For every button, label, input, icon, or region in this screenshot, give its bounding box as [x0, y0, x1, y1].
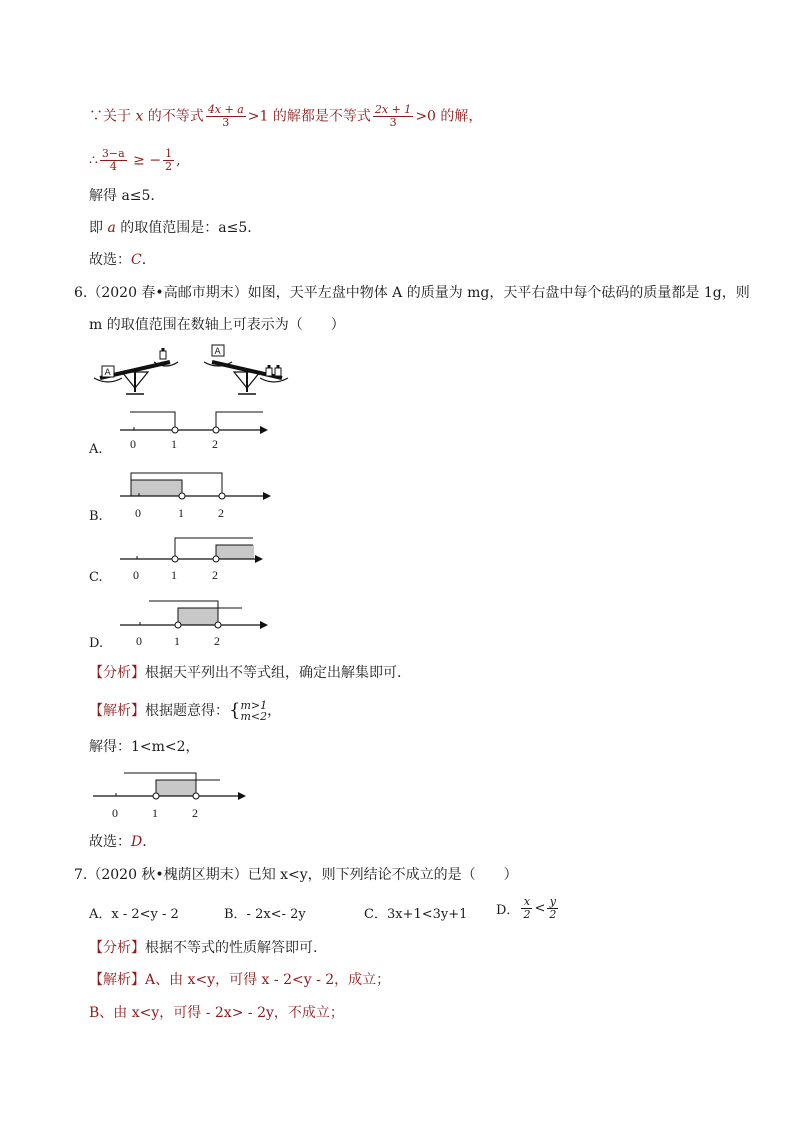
q5-text: ∵关于 — [89, 108, 136, 125]
q7-fraction-x: $\frac{x}{2}$ — [523, 895, 531, 921]
tick-2: 2 — [212, 437, 218, 451]
tick-1: 1 — [174, 634, 180, 648]
tick-2: 2 — [192, 806, 198, 820]
q6-stem-line-2: m 的取值范围在数轴上可表示为（ ） — [89, 317, 345, 333]
system-inequality-1: m>1 — [240, 699, 268, 712]
balance-scale-right-heavy — [204, 345, 288, 394]
q5-answer: 故选：C. — [89, 252, 147, 268]
tick-1: 1 — [171, 568, 177, 582]
q7-option-b: B．- 2x<- 2y — [224, 907, 306, 922]
system-inequality-2: m<2 — [240, 710, 268, 723]
q7-analysis: 【分析】根据不等式的性质解答即可. — [89, 940, 318, 956]
q6-solution: 【解析】根据题意得：{ m>1 m<2 ， — [89, 699, 282, 723]
solution-number-line — [90, 768, 250, 823]
q7-solution-1: 【解析】A、由 x<y，可得 x - 2<y - 2，成立； — [89, 972, 391, 988]
object-a-label: A — [104, 368, 111, 378]
q5-text: >1 的解都是不等式 — [247, 108, 371, 125]
tick-2: 2 — [218, 506, 224, 520]
q6-analysis: 【分析】根据天平列出不等式组，确定出解集即可. — [89, 665, 402, 681]
tick-0: 0 — [130, 437, 136, 451]
option-d-label: D. — [89, 636, 104, 651]
q5-var: x — [135, 108, 144, 125]
q7-option-c: C．3x+1<3y+1 — [364, 907, 468, 922]
q6-stem-line-1: 6.（2020 春•高邮市期末）如图，天平左盘中物体 A 的质量为 mg，天平右盘中每个砝码的质量都是 1g，则 — [74, 285, 750, 301]
q7-option-a: A．x - 2<y - 2 — [89, 907, 179, 922]
tick-2: 2 — [214, 634, 220, 648]
q5-line-2: ∴ $\frac{3-a}{4}$ ≥ − $\frac{1}{2}$ , — [89, 147, 181, 173]
q7-option-d: D． $\frac{x}{2}$ < $\frac{y}{2}$ — [496, 895, 557, 921]
tick-0: 0 — [136, 634, 142, 648]
number-line-option-c — [115, 535, 275, 585]
q6-solved: 解得：1<m<2， — [89, 739, 200, 755]
tick-0: 0 — [133, 568, 139, 582]
option-a-label: A. — [89, 442, 103, 457]
q7-fraction-y: $\frac{y}{2}$ — [549, 895, 557, 921]
q5-text: 的不等式 — [143, 108, 204, 125]
object-a-label: A — [214, 347, 221, 357]
q5-fraction-2: $\frac{2x + 1}{3}$ — [374, 103, 412, 129]
number-line-option-b — [115, 470, 275, 520]
balance-scale-left-heavy — [94, 348, 178, 394]
q5-fraction-3: $\frac{3-a}{4}$ — [101, 147, 125, 173]
number-line-option-a — [115, 410, 275, 450]
q5-line-3: 解得 a≤5. — [89, 188, 155, 204]
q5-text: >0 的解， — [415, 108, 483, 125]
tick-1: 1 — [178, 506, 184, 520]
tick-0: 0 — [112, 806, 118, 820]
q5-line-4: 即 a 的取值范围是：a≤5. — [89, 220, 252, 236]
option-c-label: C. — [89, 570, 103, 585]
option-b-label: B. — [89, 509, 103, 524]
tick-2: 2 — [212, 568, 218, 582]
tick-1: 1 — [152, 806, 158, 820]
q5-line-1 — [89, 104, 482, 129]
q7-stem: 7.（2020 秋•槐荫区期末）已知 x<y，则下列结论不成立的是（ ） — [74, 867, 518, 883]
number-line-option-d — [115, 598, 275, 648]
tick-1: 1 — [171, 437, 177, 451]
balance-scales-figure — [92, 342, 292, 402]
q6-answer: 故选：D. — [89, 834, 147, 850]
q5-fraction-4: $\frac{1}{2}$ — [165, 147, 173, 173]
q5-fraction-1: $\frac{4x + a}{3}$ — [207, 103, 244, 129]
tick-0: 0 — [135, 506, 141, 520]
q7-solution-2: B、由 x<y，可得 - 2x> - 2y，不成立； — [89, 1005, 344, 1021]
